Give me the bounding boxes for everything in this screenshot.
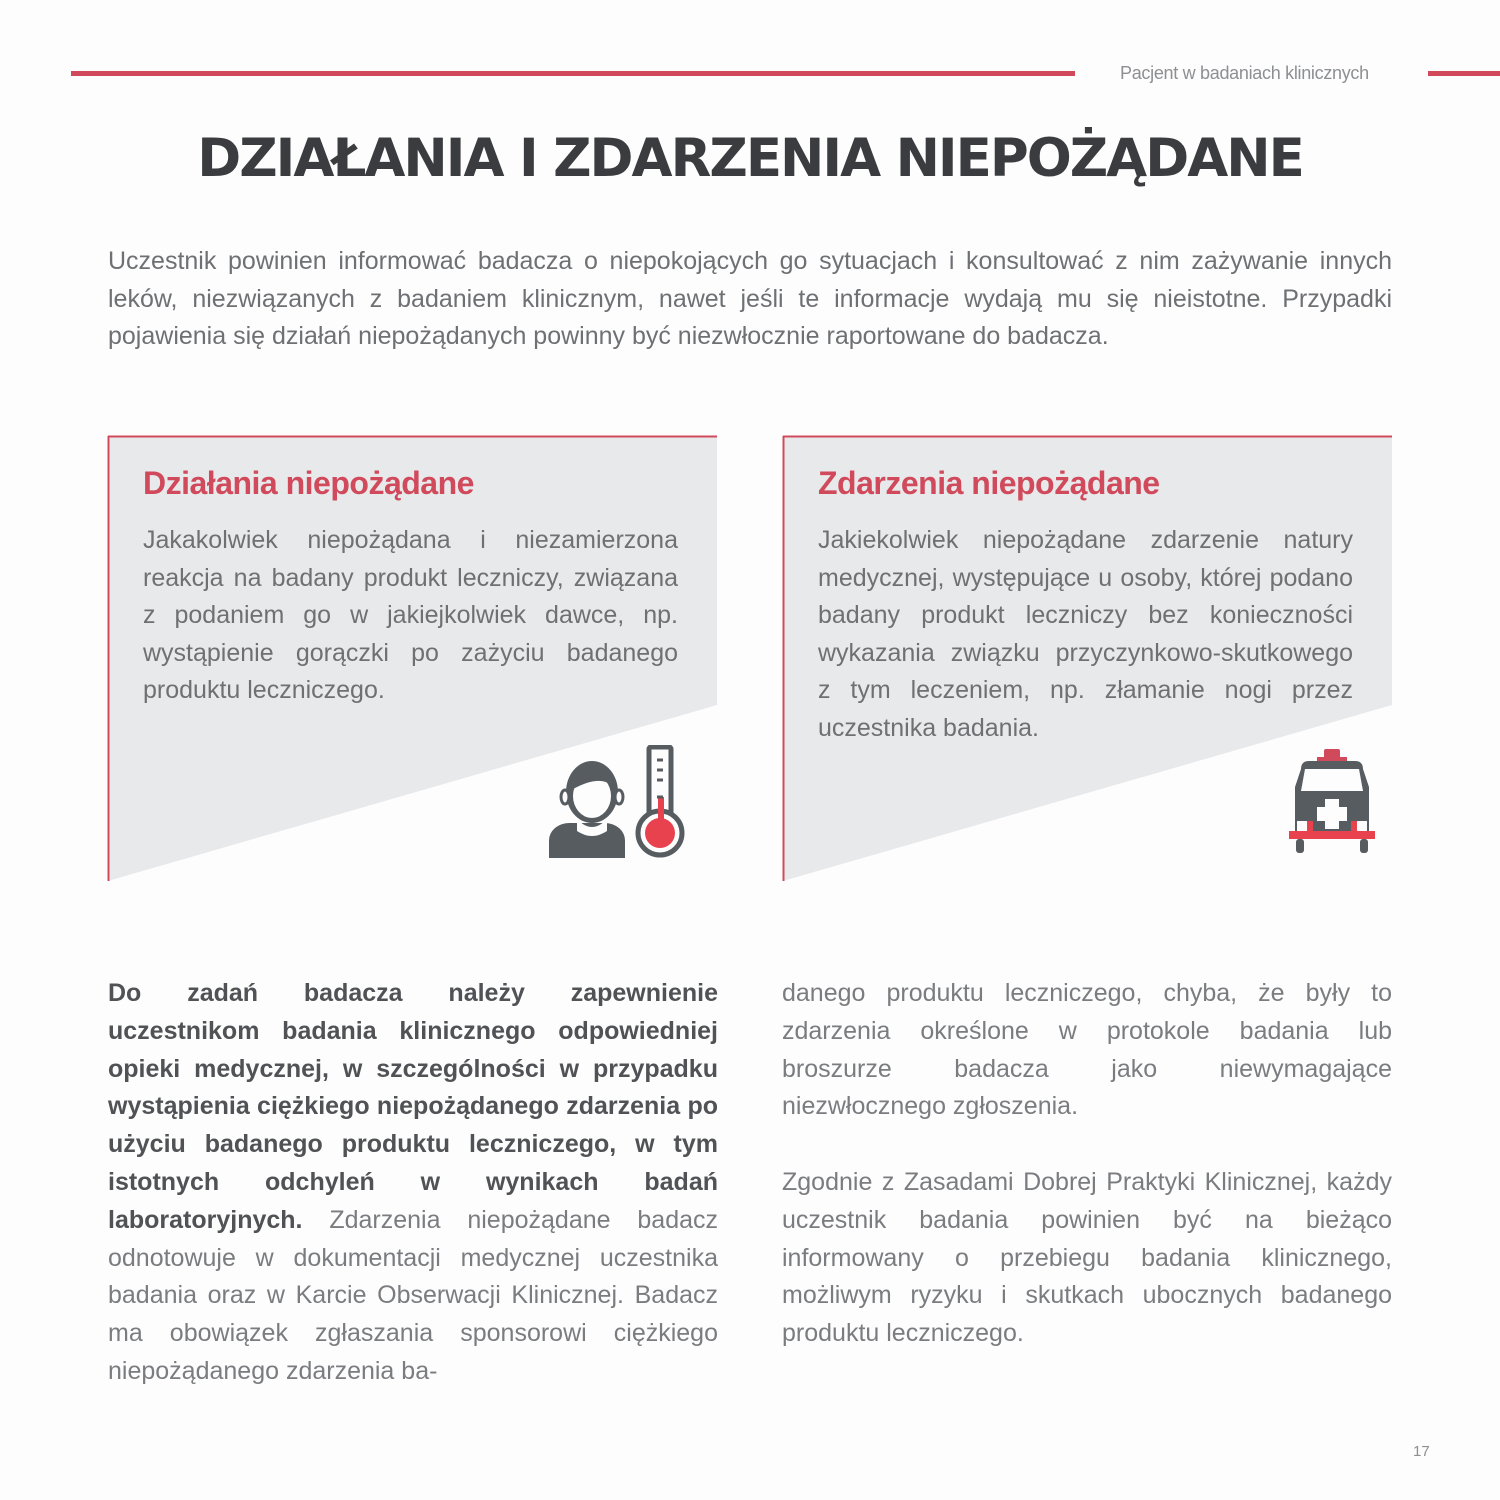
body-column-left [108, 975, 718, 1391]
ambulance-icon [1287, 747, 1377, 857]
paragraph-text: Zdarzenia niepożądane badacz odnotowuje w dokumentacji medycznej uczestnika badania oraz w Karcie Obserwacji Klinicznej. Badacz ma obowiązek zgłaszania sponsorowi ciężkiego niepożądanego zdarzenia ba- [108, 1205, 718, 1385]
body-paragraph-1-continued: danego produktu leczniczego, chyba, że były to zdarzenia określone w protokole badania lub broszurze badacza jako niewymagające niezwłocznego zgłoszenia. [782, 979, 1392, 1121]
patient-with-thermometer-icon [547, 745, 692, 860]
running-title: Pacjent w badaniach klinicznych [1120, 63, 1369, 83]
card-adverse-reactions [107, 435, 717, 883]
body-column-right [782, 975, 1392, 1353]
intro-paragraph: Uczestnik powinien informować badacza o niepokojących go sytuacjach i konsultować z nim zażywanie innych leków, niezwiązanych z badaniem klinicznym, nawet jeśli te informacje wydają mu się nieistotne. Przypadki pojawienia się działań niepożądanych powinny być niezwłocznie raportowane do badacza. [108, 247, 1392, 351]
card-body: Jakiekolwiek niepożądane zdarzenie natury medycznej, występujące u osoby, której podano badany produkt leczniczy bez konieczności wykazania związku przyczynkowo-skutkowego z tym leczeniem, np. złamanie nogi przez uczestnika badania. [818, 526, 1353, 742]
header-rule-right [1428, 71, 1500, 76]
body-paragraph-1 [108, 975, 718, 1391]
card-body: Jakakolwiek niepożądana i niezamierzona reakcja na badany produkt leczniczy, związana z podaniem go w jakiejkolwiek dawce, np. wystąpienie gorączki po zażyciu badanego produktu leczniczego. [143, 526, 678, 705]
page-title: DZIAŁANIA I ZDARZENIA NIEPOŻĄDANE [197, 128, 1303, 189]
card-heading: Zdarzenia niepożądane [818, 465, 1160, 501]
header-rule-left [71, 71, 1075, 76]
card-heading: Działania niepożądane [143, 465, 474, 501]
paragraph-spacer [782, 1126, 1392, 1164]
page-number: 17 [1413, 1443, 1430, 1460]
card-adverse-events [782, 435, 1392, 883]
bold-lead: Do zadań badacza należy zapewnienie uczestnikom badania klinicznego odpowiedniej opieki medycznej, w szczególności w przypadku wystąpienia ciężkiego niepożądanego zdarzenia po użyciu badanego produktu leczniczego, w tym istotnych odchyleń w wynikach badań laboratoryjnych. [108, 979, 718, 1234]
body-paragraph-2: Zgodnie z Zasadami Dobrej Praktyki Klinicznej, każdy uczestnik badania powinien być na bieżąco informowany o przebiegu badania klinicznego, możliwym ryzyku i skutkach ubocznych badanego produktu leczniczego. [782, 1167, 1392, 1348]
